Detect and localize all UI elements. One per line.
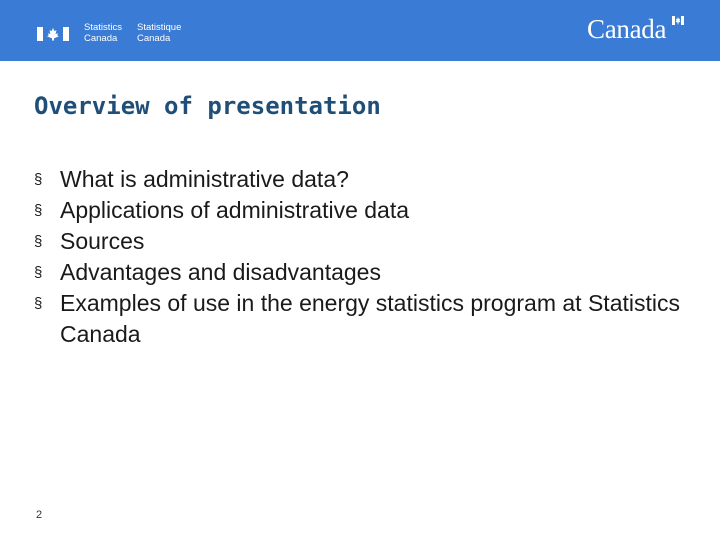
bullet-item: [34, 195, 694, 226]
bullet-item: [34, 288, 694, 350]
bullet-item: [34, 257, 694, 288]
agency-name-english-line1: Statistics: [84, 22, 123, 33]
bullet-list: [34, 164, 694, 350]
bullet-marker: §: [34, 264, 43, 281]
bullet-item: [34, 164, 694, 195]
agency-name-french-line1: Statistique: [137, 22, 182, 33]
bullet-text: Advantages and disadvantages: [60, 259, 381, 285]
agency-name-french: [137, 23, 181, 44]
agency-name-french-line2: Canada: [137, 32, 171, 44]
bullet-marker: §: [34, 295, 43, 312]
canada-wordmark: Canada: [587, 14, 667, 44]
canada-flag-icon: [37, 27, 69, 41]
bullet-text: Applications of administrative data: [60, 197, 410, 223]
canada-wordmark-flag-icon: [672, 16, 684, 25]
bullet-marker: §: [34, 171, 43, 188]
agency-name-english-line2: Canada: [84, 32, 118, 44]
agency-name-english: [84, 23, 122, 44]
header-banner: [0, 0, 720, 61]
bullet-item: [34, 226, 694, 257]
bullet-marker: §: [34, 233, 43, 250]
bullet-text: What is administrative data?: [60, 166, 349, 192]
slide-title: Overview of presentation: [34, 92, 381, 120]
page-number: 2: [36, 509, 43, 521]
bullet-marker: §: [34, 202, 43, 219]
bullet-text: Sources: [60, 228, 145, 254]
bullet-text: Examples of use in the energy statistics program at Statistics Canada: [60, 290, 680, 347]
